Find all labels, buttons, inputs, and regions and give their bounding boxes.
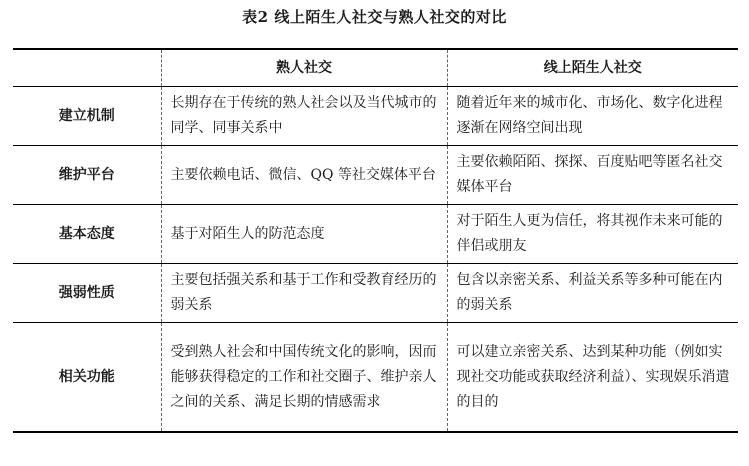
acquaintance-cell: 基于对陌生人的防范态度 <box>161 205 447 264</box>
table-row <box>13 87 738 146</box>
stranger-cell: 包含以亲密关系、利益关系等多种可能在内的弱关系 <box>447 264 738 323</box>
acquaintance-cell: 主要包括强关系和基于工作和受教育经历的弱关系 <box>161 264 447 323</box>
table-row <box>13 264 738 323</box>
table-row <box>13 146 738 205</box>
stranger-cell: 随着近年来的城市化、市场化、数字化进程逐渐在网络空间出现 <box>447 87 738 146</box>
table-caption: 表2 线上陌生人社交与熟人社交的对比 <box>242 8 507 26</box>
row-label: 相关功能 <box>13 323 161 433</box>
row-label: 维护平台 <box>13 146 161 205</box>
table-row <box>13 205 738 264</box>
table-header-row <box>13 49 738 87</box>
header-cell-empty <box>13 49 161 87</box>
stranger-cell: 主要依赖陌陌、探探、百度贴吧等匿名社交媒体平台 <box>447 146 738 205</box>
row-label: 基本态度 <box>13 205 161 264</box>
stranger-cell: 可以建立亲密关系、达到某种功能（例如实现社交功能或获取经济利益）、实现娱乐消遣的目的 <box>447 323 738 433</box>
header-cell-acquaintance: 熟人社交 <box>161 49 447 87</box>
acquaintance-cell: 长期存在于传统的熟人社会以及当代城市的同学、同事关系中 <box>161 87 447 146</box>
acquaintance-cell: 受到熟人社会和中国传统文化的影响，因而能够获得稳定的工作和社交圈子、维护亲人之间的关系、满足长期的情感需求 <box>161 323 447 433</box>
comparison-table <box>13 48 738 433</box>
row-label: 强弱性质 <box>13 264 161 323</box>
acquaintance-cell: 主要依赖电话、微信、QQ 等社交媒体平台 <box>161 146 447 205</box>
header-cell-stranger: 线上陌生人社交 <box>447 49 738 87</box>
row-label: 建立机制 <box>13 87 161 146</box>
table-row <box>13 323 738 433</box>
stranger-cell: 对于陌生人更为信任，将其视作未来可能的伴侣或朋友 <box>447 205 738 264</box>
